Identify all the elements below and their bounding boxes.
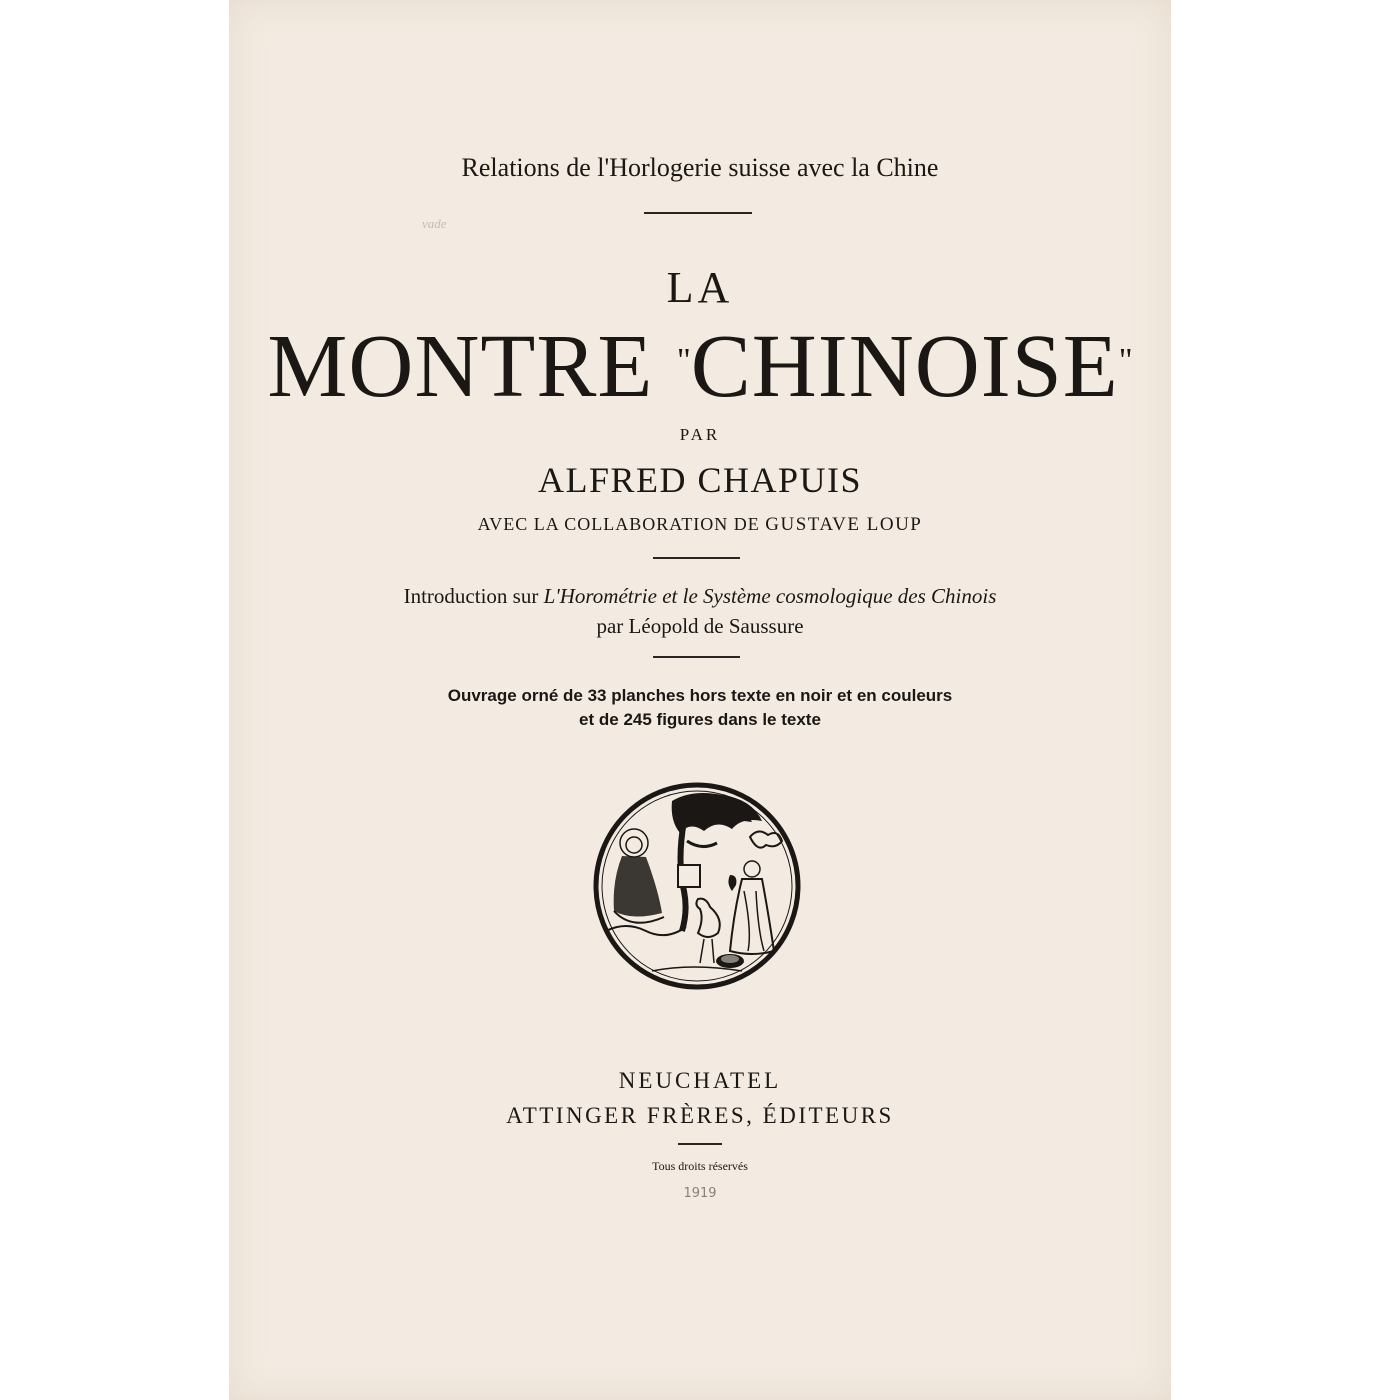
handwritten-year: 1919 <box>683 1186 717 1201</box>
illustrations-note-line2: et de 245 figures dans le texte <box>579 710 821 729</box>
main-title-word: MONTRE <box>267 317 654 416</box>
collaboration-line <box>229 514 1171 536</box>
title-article: LA <box>666 263 734 312</box>
introduction-prefix: Introduction sur <box>403 584 539 608</box>
series-title: Relations de l'Horlogerie suisse avec la Chine <box>461 153 939 182</box>
open-quote: " <box>676 342 691 379</box>
introduction-line <box>229 584 1171 609</box>
collaborator-name: GUSTAVE LOUP <box>765 514 923 535</box>
illustrations-note-line1: Ouvrage orné de 33 planches hors texte en noir et en couleurs <box>447 686 953 705</box>
by-label: PAR <box>679 425 721 444</box>
circular-vignette-illustration <box>592 781 802 991</box>
introduction-work-title: L'Horométrie et le Système cosmologique des Chinois <box>543 584 997 608</box>
divider-rule <box>653 557 740 559</box>
main-title-quoted-word: CHINOISE <box>690 317 1119 416</box>
divider-rule <box>644 212 752 214</box>
rights-notice: Tous droits réservés <box>652 1159 748 1173</box>
main-title <box>229 317 1171 416</box>
divider-rule <box>653 656 740 658</box>
publication-city: NEUCHATEL <box>618 1068 782 1093</box>
title-page <box>229 0 1171 1400</box>
close-quote: " <box>1118 342 1133 379</box>
faint-stamp-mark: vade <box>422 216 447 231</box>
author-name: ALFRED CHAPUIS <box>537 460 863 500</box>
divider-rule <box>678 1143 722 1145</box>
introduction-author: par Léopold de Saussure <box>596 614 804 638</box>
publisher-name: ATTINGER FRÈRES, ÉDITEURS <box>506 1103 894 1128</box>
collaboration-prefix: AVEC LA COLLABORATION DE <box>477 514 760 534</box>
